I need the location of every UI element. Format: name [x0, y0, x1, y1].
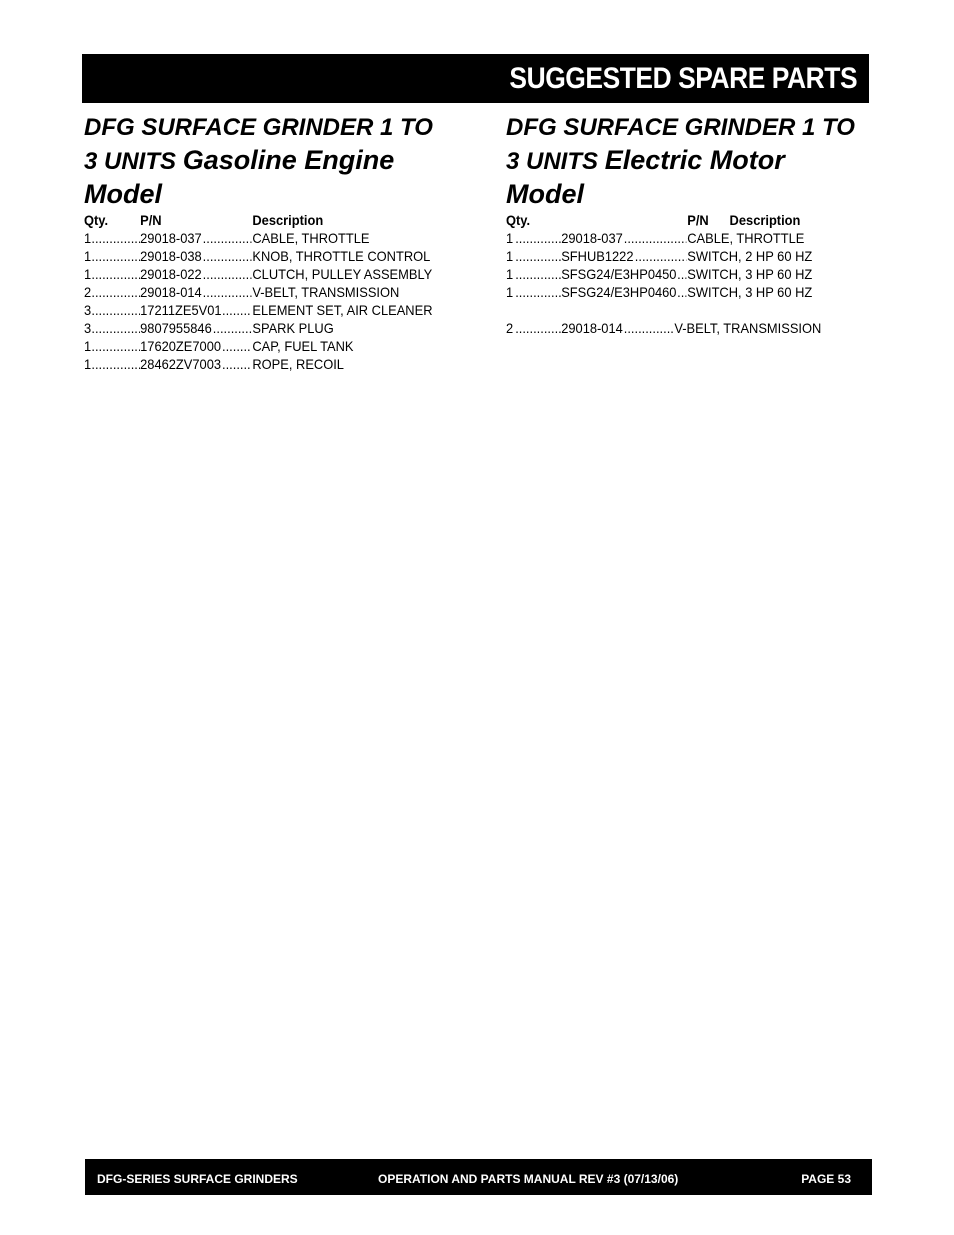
- leader-dots: [91, 338, 140, 354]
- part-number: 17620ZE7000: [140, 338, 222, 354]
- leader-dots: [203, 248, 252, 264]
- part-number: 29018-037: [561, 230, 623, 246]
- leader-dots: [677, 266, 686, 282]
- table-row: [84, 356, 447, 374]
- part-description: CABLE, THROTTLE: [252, 230, 370, 246]
- leader-dots: [515, 230, 561, 246]
- part-number: 28462ZV7003: [140, 356, 222, 372]
- part-description: SPARK PLUG: [252, 320, 334, 336]
- part-number: 29018-014: [561, 320, 623, 336]
- part-description: ELEMENT SET, AIR CLEANER: [252, 302, 433, 318]
- table-row: [506, 230, 856, 248]
- part-description: CLUTCH, PULLEY ASSEMBLY: [252, 266, 433, 282]
- electric-column-headers: [506, 212, 856, 230]
- leader-dots: [635, 248, 687, 264]
- part-qty: 2: [84, 284, 92, 300]
- table-row: [84, 338, 447, 356]
- title-banner: [82, 54, 869, 103]
- gasoline-column-headers: [84, 212, 447, 230]
- leader-dots: [203, 284, 252, 300]
- gasoline-section-title: DFG SURFACE GRINDER 1 TO 3 UNITS Gasoline Engine Model: [84, 114, 433, 209]
- description-header: Description: [252, 212, 324, 228]
- part-qty: 3: [84, 302, 92, 318]
- pn-header: P/N: [140, 212, 162, 228]
- leader-dots: [91, 248, 140, 264]
- part-description: SWITCH, 2 HP 60 HZ: [687, 248, 813, 264]
- part-description: V-BELT, TRANSMISSION: [252, 284, 400, 300]
- leader-dots: [91, 266, 140, 282]
- part-number: SFSG24/E3HP0450: [561, 266, 677, 282]
- part-qty: 1: [506, 284, 514, 300]
- footer-series: DFG-SERIES SURFACE GRINDERS: [97, 1172, 298, 1186]
- part-qty: 1: [506, 266, 514, 282]
- leader-dots: [213, 320, 252, 336]
- page-footer: [85, 1159, 872, 1195]
- part-qty: 1: [84, 356, 92, 372]
- electric-parts-list: [506, 230, 886, 302]
- part-qty: 1: [84, 266, 92, 282]
- leader-dots: [91, 302, 140, 318]
- part-description: ROPE, RECOIL: [252, 356, 344, 372]
- table-row: [84, 248, 447, 266]
- electric-section-title: DFG SURFACE GRINDER 1 TO 3 UNITS Electric Motor Model: [506, 114, 855, 209]
- part-description: SWITCH, 3 HP 60 HZ: [687, 266, 813, 282]
- part-qty: 2: [506, 320, 514, 336]
- part-qty: 3: [84, 320, 92, 336]
- part-description: SWITCH, 3 HP 60 HZ: [687, 284, 813, 300]
- gasoline-parts-list: [84, 230, 479, 374]
- part-number: 29018-014: [140, 284, 202, 300]
- leader-dots: [624, 230, 687, 246]
- part-description: CAP, FUEL TANK: [252, 338, 354, 354]
- leader-dots: [91, 284, 140, 300]
- part-qty: 1: [84, 230, 92, 246]
- part-number: 29018-022: [140, 266, 202, 282]
- leader-dots: [222, 338, 251, 354]
- leader-dots: [624, 320, 674, 336]
- electric-motor-section: [506, 112, 886, 338]
- pn-header: P/N: [687, 212, 709, 228]
- leader-dots: [203, 266, 252, 282]
- leader-dots: [677, 284, 686, 300]
- footer-page-number: PAGE 53: [801, 1172, 851, 1186]
- page-title: SUGGESTED SPARE PARTS: [509, 62, 857, 95]
- qty-header: Qty.: [506, 212, 531, 228]
- part-number: SFSG24/E3HP0460: [561, 284, 677, 300]
- part-number: 17211ZE5V01: [140, 302, 222, 318]
- table-row: [84, 302, 447, 320]
- part-number: 29018-038: [140, 248, 202, 264]
- gasoline-engine-section: [84, 112, 479, 374]
- table-row: [84, 230, 447, 248]
- part-qty: 1: [506, 248, 514, 264]
- leader-dots: [91, 230, 140, 246]
- leader-dots: [515, 266, 561, 282]
- part-description: KNOB, THROTTLE CONTROL: [252, 248, 431, 264]
- description-header: Description: [729, 212, 801, 228]
- leader-dots: [91, 356, 140, 372]
- part-qty: 1: [84, 248, 92, 264]
- leader-dots: [91, 320, 140, 336]
- leader-dots: [222, 302, 251, 318]
- table-row: [506, 248, 856, 266]
- table-row: [506, 284, 856, 302]
- electric-parts-list-extra: [506, 320, 886, 338]
- part-number: SFHUB1222: [561, 248, 634, 264]
- part-number: 29018-037: [140, 230, 202, 246]
- table-row: [506, 266, 856, 284]
- leader-dots: [515, 284, 561, 300]
- table-row: [506, 320, 856, 338]
- footer-manual-rev: OPERATION AND PARTS MANUAL REV #3 (07/13/06): [378, 1172, 679, 1186]
- leader-dots: [515, 248, 561, 264]
- part-number: 9807955846: [140, 320, 212, 336]
- part-qty: 1: [506, 230, 514, 246]
- part-description: V-BELT, TRANSMISSION: [674, 320, 822, 336]
- table-row: [84, 320, 447, 338]
- part-description: CABLE, THROTTLE: [687, 230, 805, 246]
- leader-dots: [222, 356, 251, 372]
- table-row: [84, 266, 447, 284]
- part-qty: 1: [84, 338, 92, 354]
- leader-dots: [203, 230, 252, 246]
- qty-header: Qty.: [84, 212, 109, 228]
- table-row: [84, 284, 447, 302]
- leader-dots: [515, 320, 561, 336]
